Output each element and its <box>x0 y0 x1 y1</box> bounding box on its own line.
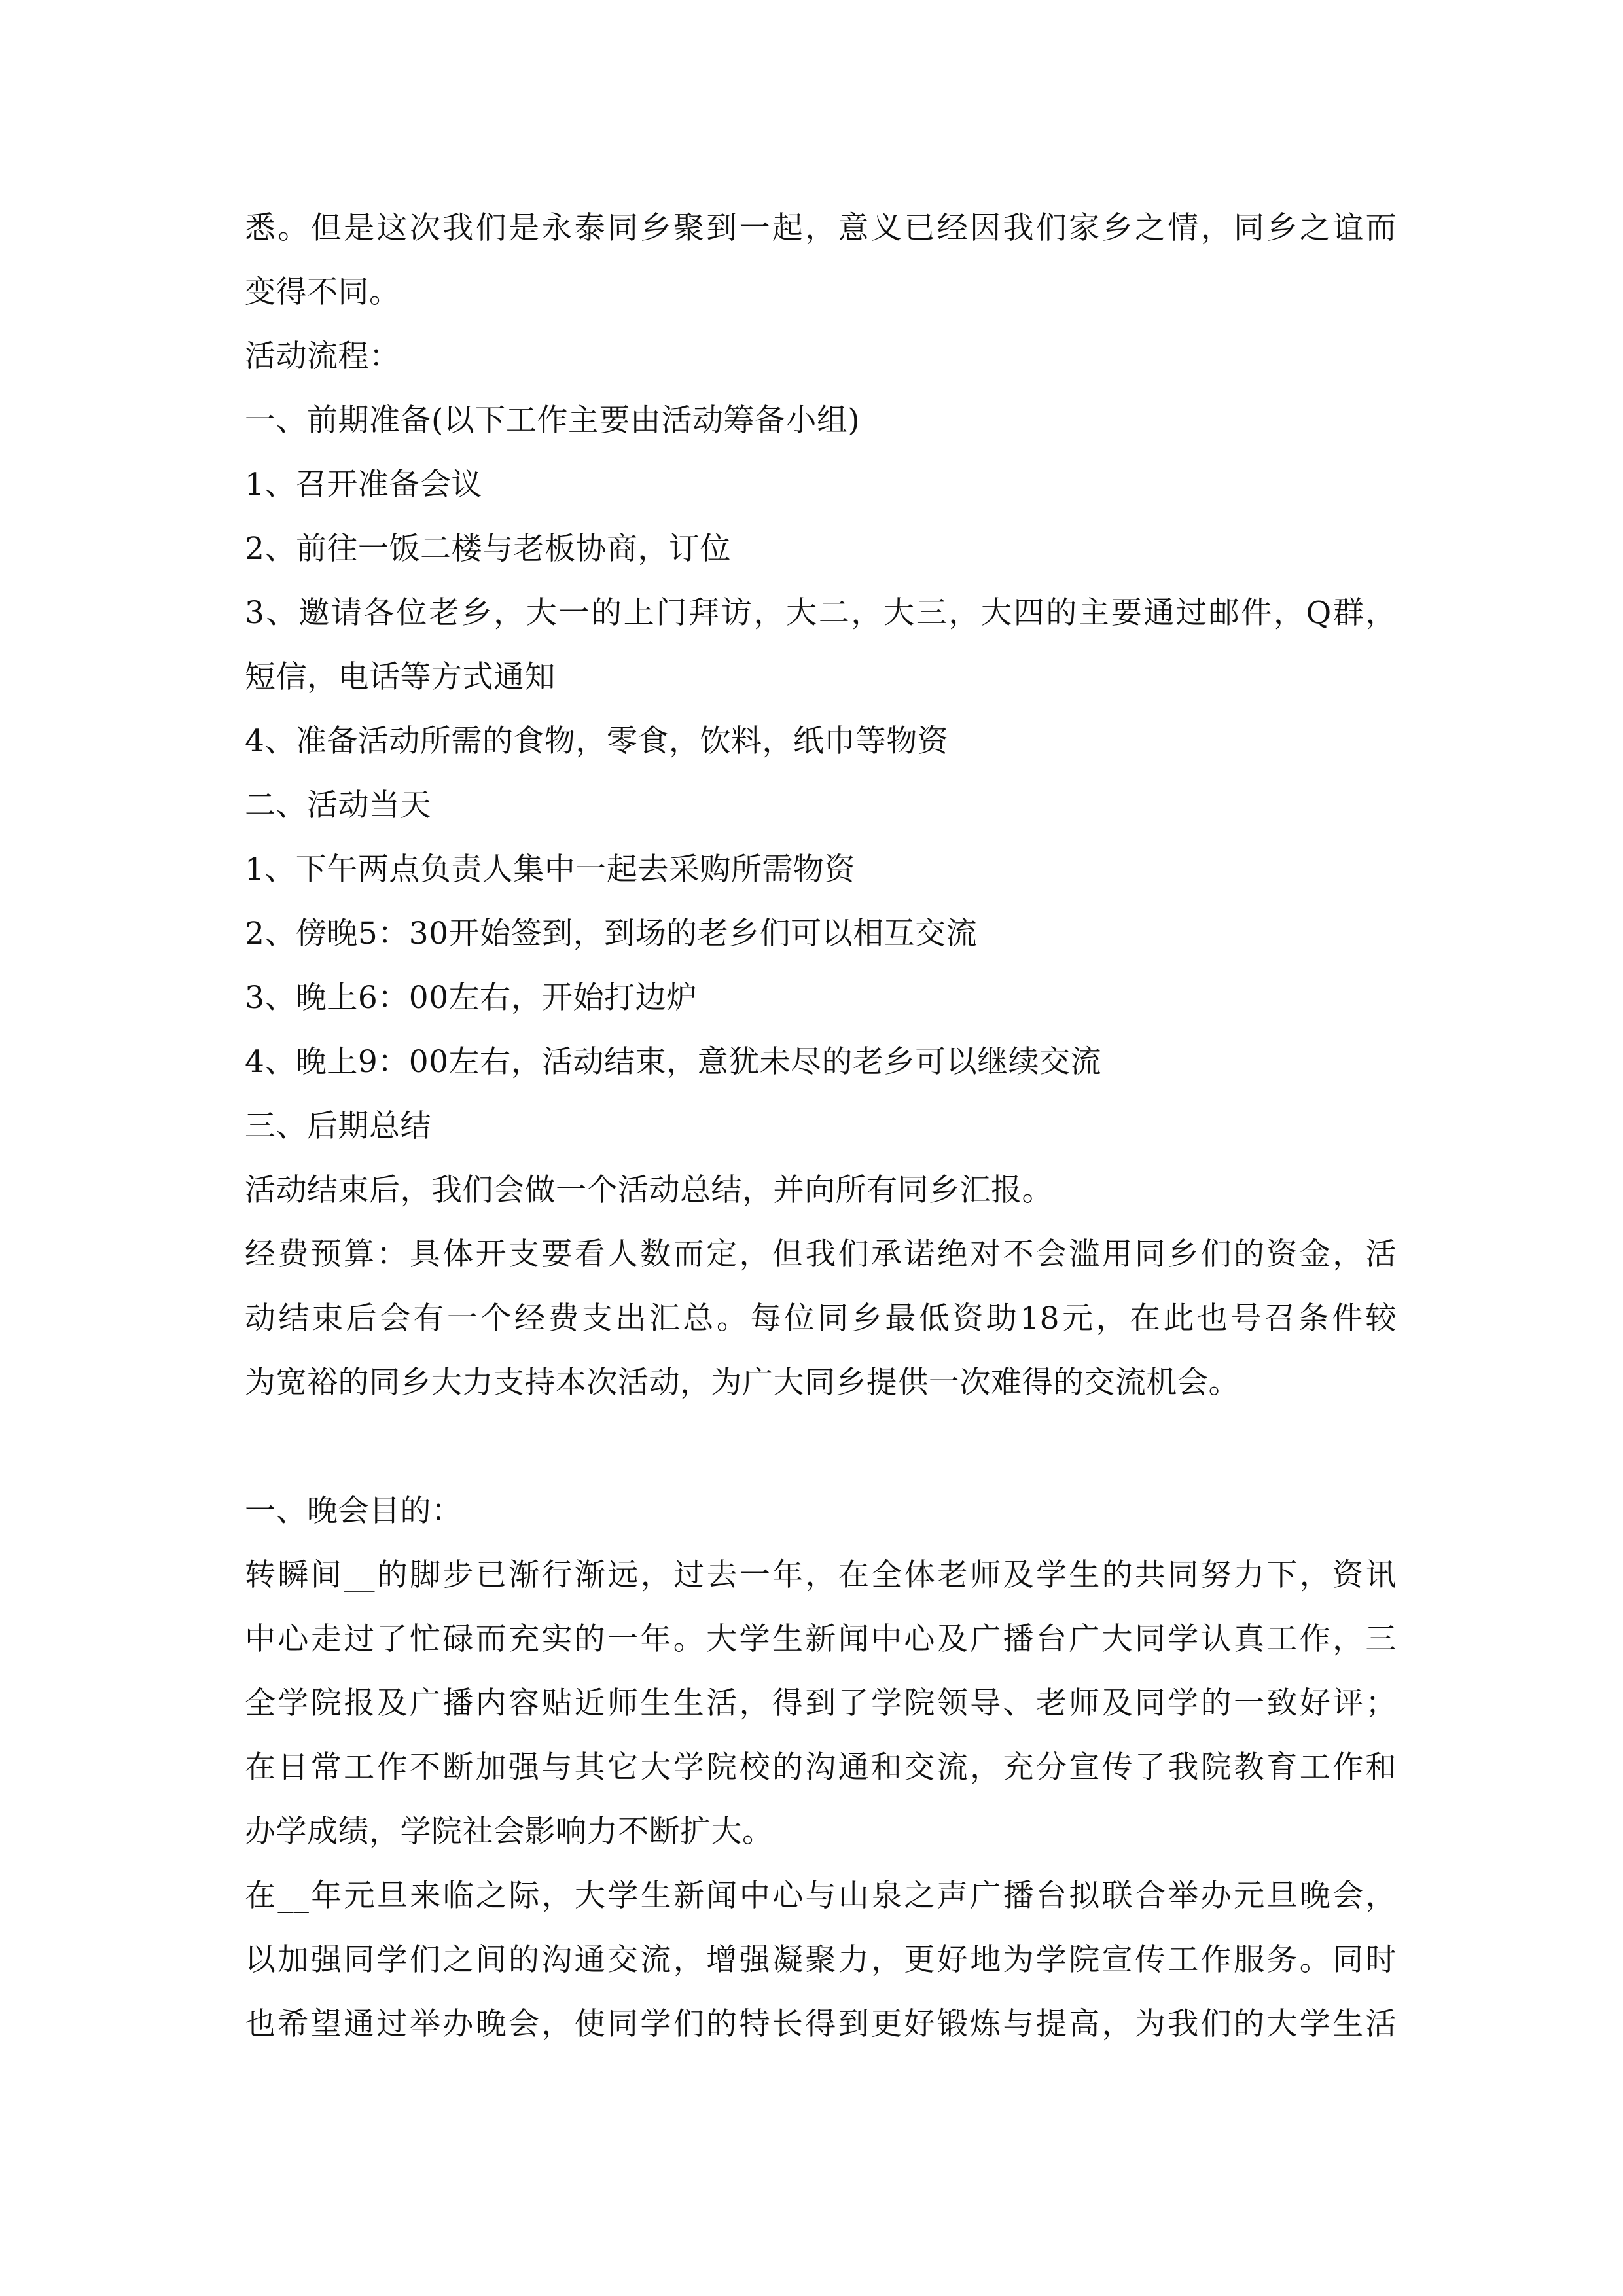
section-heading: 三、后期总结 <box>245 1108 431 1144</box>
section-heading: 二、活动当天 <box>245 787 431 823</box>
paragraph-line: 在日常工作不断加强与其它大学院校的沟通和交流，充分宣传了我院教育工作和 <box>245 1749 1397 1785</box>
paragraph-line: 转瞬间__的脚步已渐行渐远，过去一年，在全体老师及学生的共同努力下，资讯 <box>245 1557 1397 1593</box>
paragraph-line: 全学院报及广播内容贴近师生生活，得到了学院领导、老师及同学的一致好评； <box>245 1685 1397 1721</box>
paragraph-line: 活动结束后，我们会做一个活动总结，并向所有同乡汇报。 <box>245 1172 1053 1208</box>
section-heading: 活动流程： <box>245 338 401 374</box>
blank-line <box>245 1415 1397 1479</box>
list-item: 1、下午两点负责人集中一起去采购所需物资 <box>245 852 855 888</box>
list-item: 4、晚上9：00左右，活动结束，意犹未尽的老乡可以继续交流 <box>245 1044 1102 1080</box>
list-item: 4、准备活动所需的食物，零食，饮料，纸巾等物资 <box>245 723 949 759</box>
paragraph-line: 以加强同学们之间的沟通交流，增强凝聚力，更好地为学院宣传工作服务。同时 <box>245 1942 1397 1978</box>
list-item: 3、晚上6：00左右，开始打边炉 <box>245 980 698 1016</box>
paragraph-line: 悉。但是这次我们是永泰同乡聚到一起，意义已经因我们家乡之情，同乡之谊而 <box>245 210 1397 246</box>
document-body <box>245 196 1397 2056</box>
paragraph-line: 变得不同。 <box>245 274 401 310</box>
list-item: 1、召开准备会议 <box>245 467 482 503</box>
paragraph-line: 中心走过了忙碌而充实的一年。大学生新闻中心及广播台广大同学认真工作，三 <box>245 1621 1397 1657</box>
paragraph-line: 经费预算：具体开支要看人数而定，但我们承诺绝对不会滥用同乡们的资金，活 <box>245 1236 1397 1272</box>
list-item: 2、傍晚5：30开始签到，到场的老乡们可以相互交流 <box>245 916 978 952</box>
paragraph-line: 也希望通过举办晚会，使同学们的特长得到更好锻炼与提高，为我们的大学生活 <box>245 2006 1397 2042</box>
list-item: 2、前往一饭二楼与老板协商，订位 <box>245 531 731 567</box>
paragraph-line: 为宽裕的同乡大力支持本次活动，为广大同乡提供一次难得的交流机会。 <box>245 1365 1240 1401</box>
paragraph-line: 在__年元旦来临之际，大学生新闻中心与山泉之声广播台拟联合举办元旦晚会， <box>245 1878 1397 1914</box>
section-heading: 一、晚会目的： <box>245 1493 463 1529</box>
section-heading: 一、前期准备(以下工作主要由活动筹备小组) <box>245 403 861 439</box>
list-item-continuation: 短信，电话等方式通知 <box>245 659 556 695</box>
paragraph-line: 办学成绩，学院社会影响力不断扩大。 <box>245 1814 774 1850</box>
list-item: 3、邀请各位老乡，大一的上门拜访，大二，大三，大四的主要通过邮件，Q群， <box>245 595 1397 631</box>
paragraph-line: 动结束后会有一个经费支出汇总。每位同乡最低资助18元，在此也号召条件较 <box>245 1300 1397 1336</box>
